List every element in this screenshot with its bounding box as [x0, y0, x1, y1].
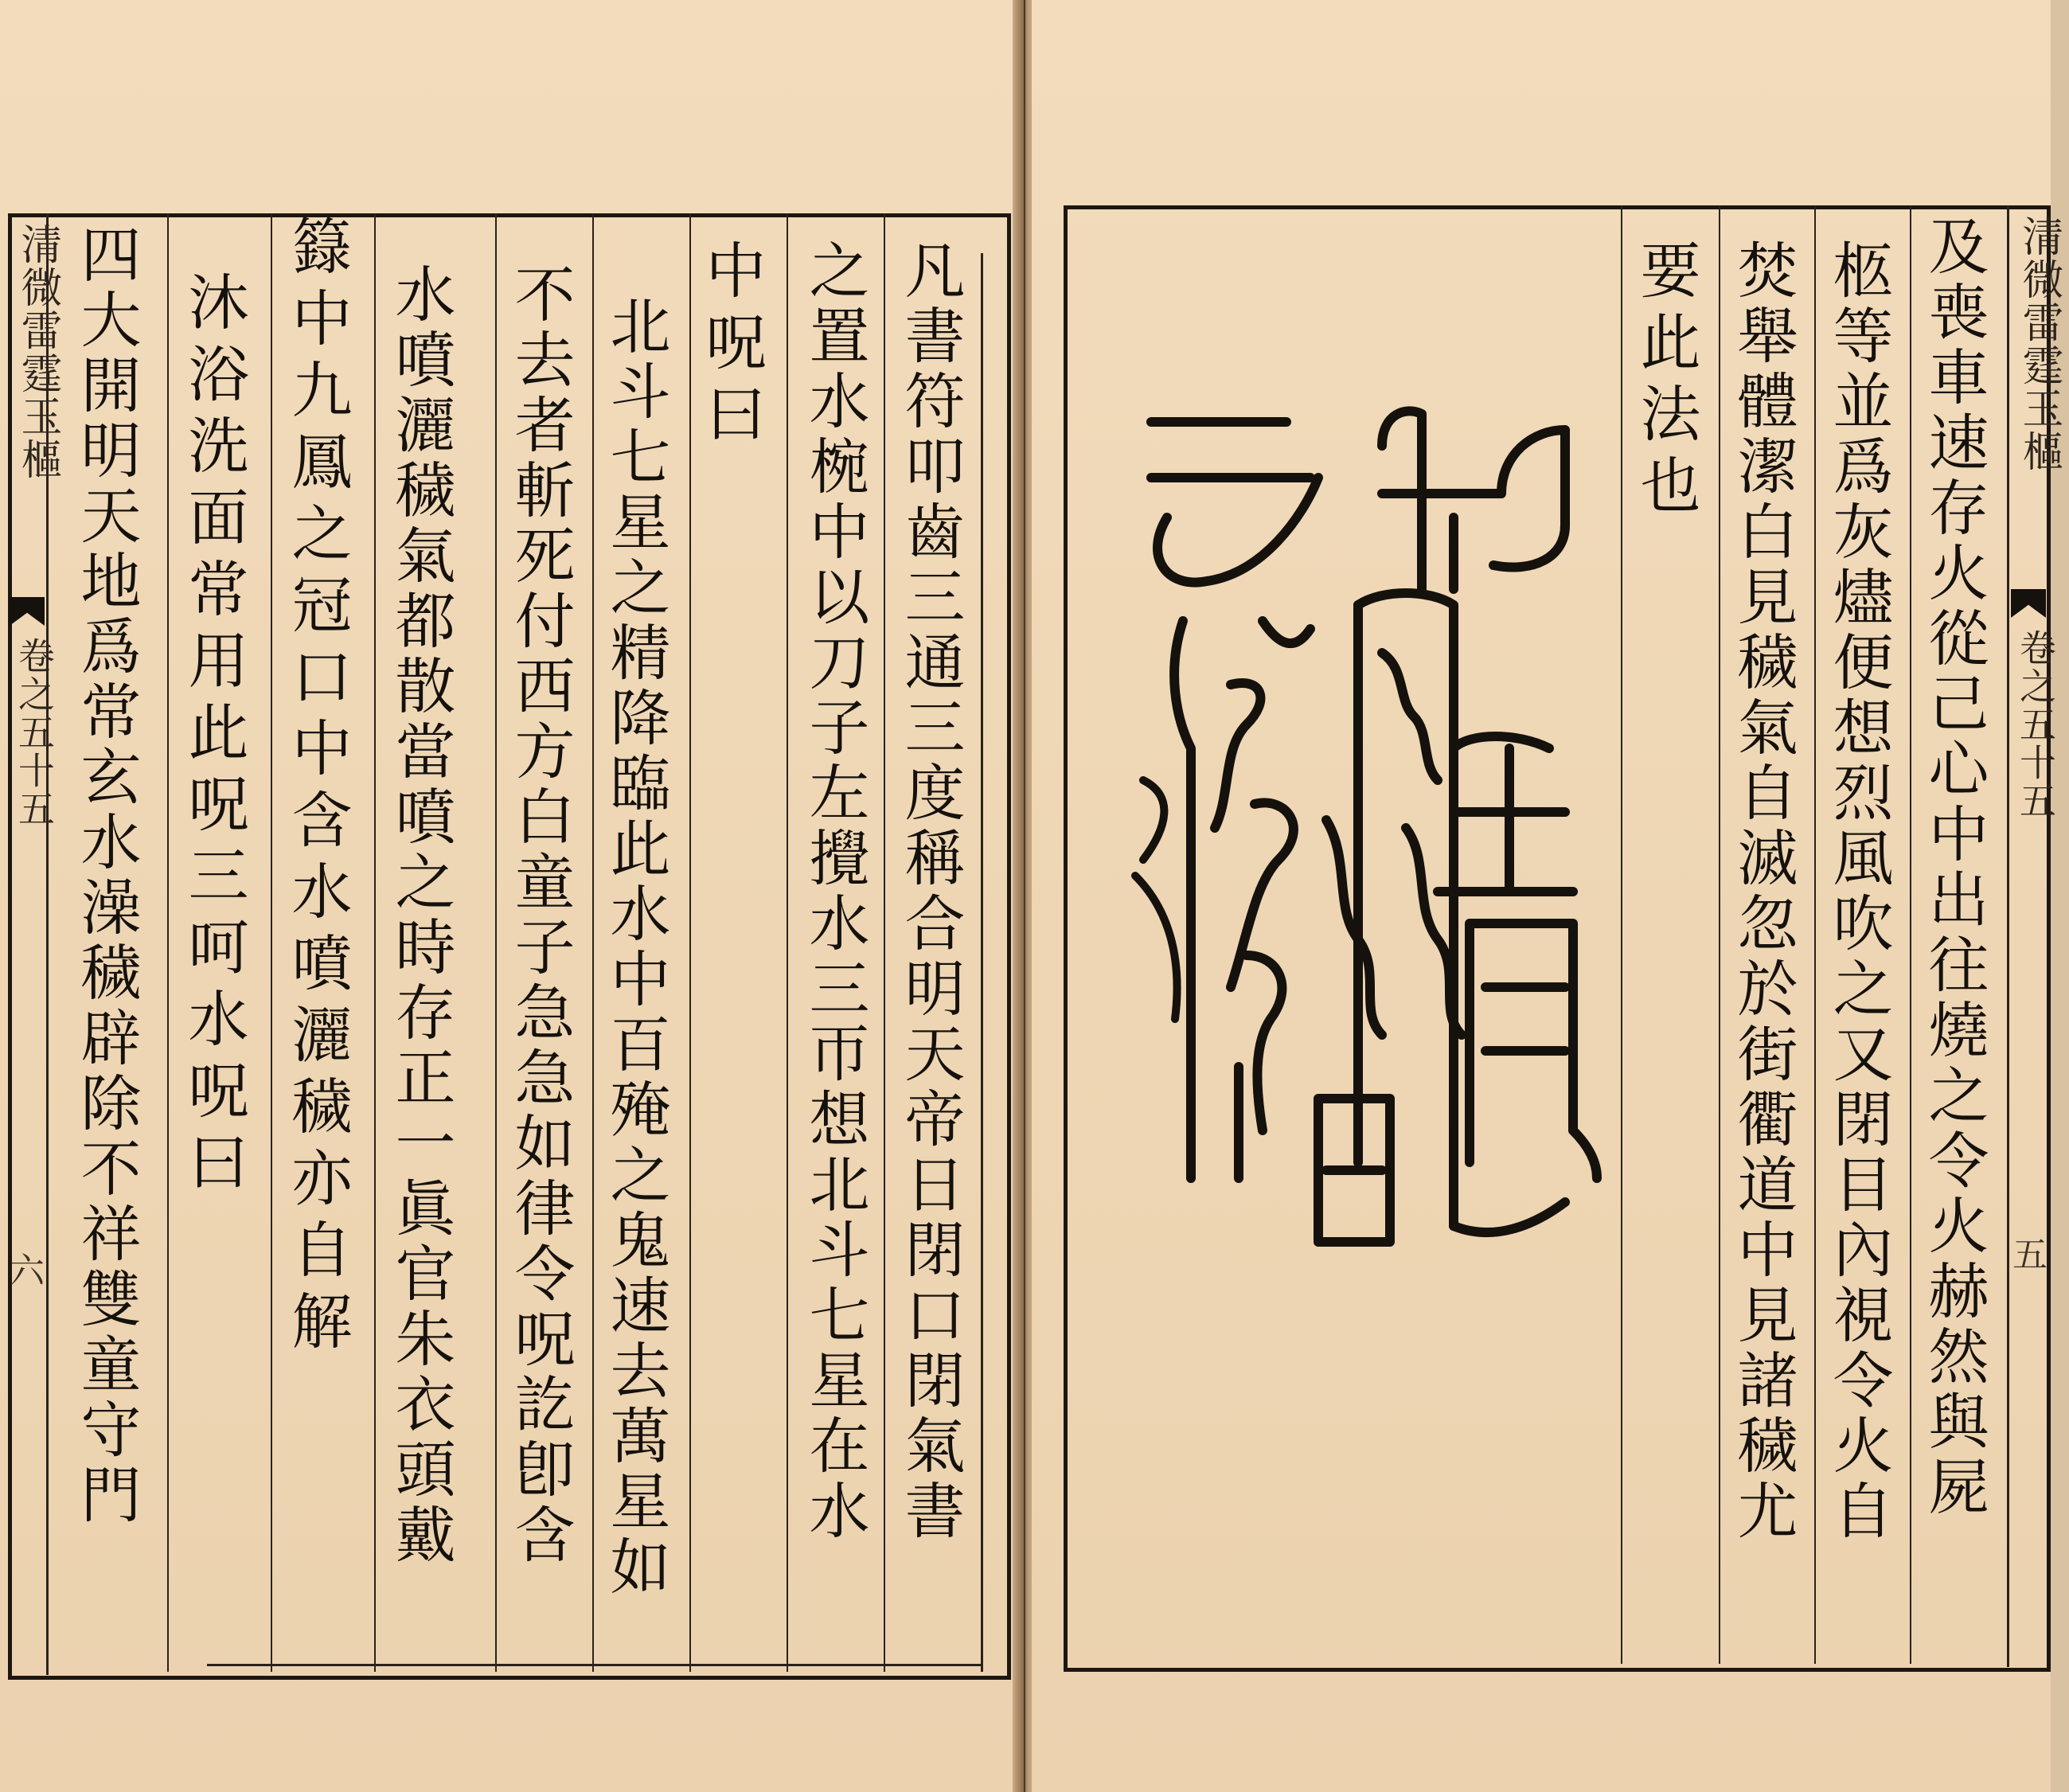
column-rule [787, 213, 788, 1672]
inner-rule [981, 253, 983, 1672]
text-column: 焚舉體潔白見穢氣自滅忽於街衢道中見諸穢尤 [1727, 239, 1798, 1544]
column-rule [495, 213, 497, 1672]
left-page [0, 0, 1019, 1792]
text-column: 要此法也 [1630, 239, 1701, 525]
text-column: 凡書符叩齒三通三度稱合明天帝日閉口閉氣書 [895, 239, 966, 1544]
text-column: 水噴灑穢氣都散當噴之時存正一眞官朱衣頭戴 [385, 263, 456, 1568]
column-rule [1621, 205, 1622, 1664]
talisman-seal [1119, 382, 1613, 1337]
text-column: 不去者斬死付西方白童子急急如律令呪訖卽含 [505, 263, 576, 1568]
column-rule [1910, 205, 1911, 1664]
column-rule [884, 213, 885, 1672]
folio-number: 五 [2012, 1235, 2048, 1275]
margin-title: 清微雷霆玉樞 [14, 223, 61, 481]
text-column: 之置水椀中以刀子左攪水三帀想北斗七星在水 [799, 239, 870, 1544]
text-column: 北斗七星之精降臨此水中百殗之鬼速去萬星如 [600, 295, 671, 1600]
column-rule [271, 213, 272, 1672]
margin-juan: 卷之五十五 [2014, 629, 2057, 820]
margin-juan: 卷之五十五 [13, 637, 56, 828]
column-rule [167, 213, 169, 1672]
text-column: 及喪車速存火從己心中出往燒之令火赫然與屍 [1919, 215, 1989, 1521]
column-rule [1719, 205, 1720, 1664]
text-column: 沐浴洗面常用此呪三呵水呪曰 [178, 271, 249, 1202]
text-column: 中呪曰 [696, 239, 767, 454]
column-rule [689, 213, 691, 1672]
inner-bottom-rule [207, 1664, 981, 1666]
column-rule [374, 213, 376, 1672]
folio-number: 六 [10, 1251, 45, 1291]
text-column: 籙中九鳳之冠口中含水噴灑穢亦自解 [282, 215, 353, 1361]
text-column: 四大開明天地爲常玄水澡穢辟除不祥雙童守門 [71, 223, 142, 1528]
column-rule [1814, 205, 1816, 1664]
margin-title: 清微雷霆玉樞 [2015, 215, 2063, 473]
text-column: 柩等並爲灰燼便想烈風吹之又閉目內視令火自 [1823, 239, 1894, 1544]
right-page [1032, 0, 2063, 1792]
column-rule [592, 213, 594, 1672]
